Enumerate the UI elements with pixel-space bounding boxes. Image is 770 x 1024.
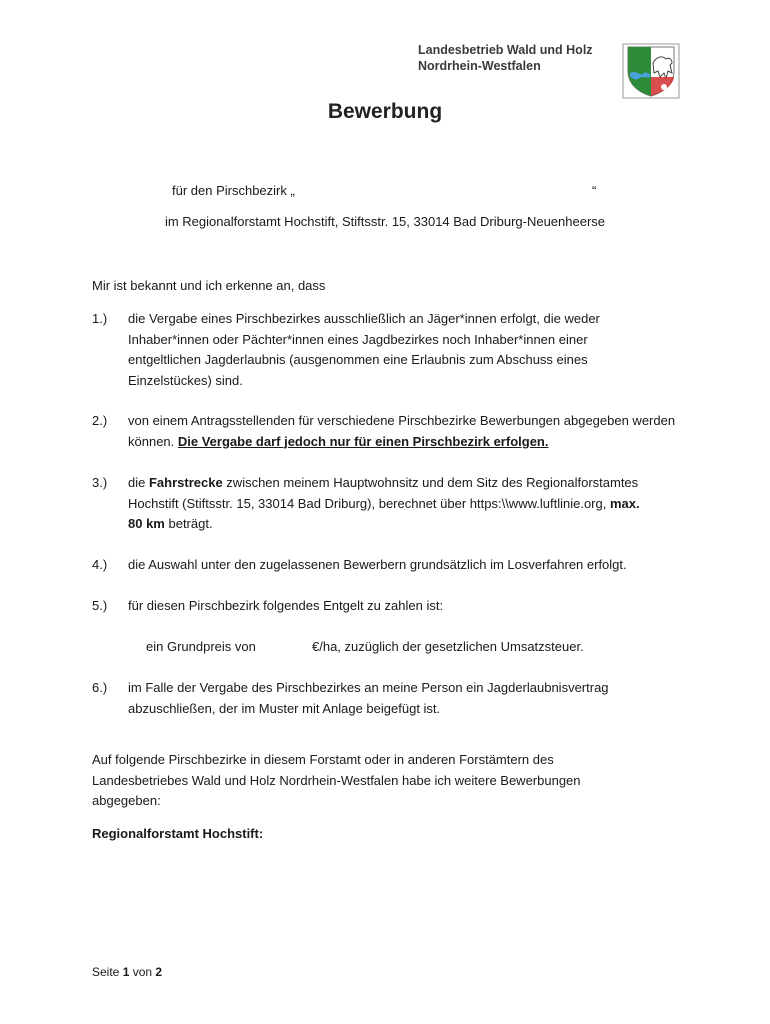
district-prefix: für den Pirschbezirk „ xyxy=(172,183,295,198)
item-text: die Auswahl unter den zugelassenen Bewerbern grundsätzlich im Losverfahren erfolgt. xyxy=(128,557,627,572)
item-emphasis: Die Vergabe darf jedoch nur für einen Pirschbezirk erfolgen. xyxy=(177,433,549,449)
item-number: 2.) xyxy=(92,413,108,428)
office-line: im Regionalforstamt Hochstift, Stiftsstr. 15, 33014 Bad Driburg-Neuenheerse xyxy=(164,214,606,229)
closing-text: Auf folgende Pirschbezirke in diesem Forstamt oder in anderen Forstämtern des Landesbetriebes Wald und Holz Nordrhein-Westfalen habe ich weitere Bewerbungen abgegeben: xyxy=(92,752,581,808)
org-line-2: Nordrhein-Westfalen xyxy=(418,59,541,73)
section-heading: Regionalforstamt Hochstift: xyxy=(92,826,264,841)
item-text-part: die xyxy=(128,475,149,490)
footer-total: 2 xyxy=(155,965,163,979)
organization-name xyxy=(418,42,593,74)
footer-middle: von xyxy=(129,965,156,979)
item-text-part: von einem Antragsstellenden für verschiedene Pirschbezirke Bewerbungen abgegeben werden können. xyxy=(128,413,676,449)
footer-current: 1 xyxy=(122,965,130,979)
page-number xyxy=(92,965,162,979)
item-text: für diesen Pirschbezirk folgendes Entgelt zu zahlen ist: xyxy=(128,598,444,613)
district-suffix: “ xyxy=(592,183,597,198)
footer-prefix: Seite xyxy=(92,965,123,979)
item-text: die Vergabe eines Pirschbezirkes ausschließlich an Jäger*innen erfolgt, die weder Inhaber*innen oder Pächter*innen eines Jagdbezirkes noch Inhaber*innen einer entgeltlichen Jagderlaubnis (ausgenommen eine Erlaubnis zum Abschuss eines Einzelstückes) sind. xyxy=(128,311,600,388)
price-suffix: €/ha, zuzüglich der gesetzlichen Umsatzsteuer. xyxy=(312,639,584,654)
item-emphasis: Fahrstrecke xyxy=(148,475,223,490)
item-text xyxy=(128,411,688,452)
item-number: 5.) xyxy=(92,598,108,613)
price-label: ein Grundpreis von xyxy=(146,639,256,654)
page-title: Bewerbung xyxy=(327,100,443,123)
item-number: 3.) xyxy=(92,475,108,490)
intro-text: Mir ist bekannt und ich erkenne an, dass xyxy=(92,278,326,293)
item-number: 1.) xyxy=(92,311,108,326)
item-number: 6.) xyxy=(92,680,108,695)
item-number: 4.) xyxy=(92,557,108,572)
item-text-part: beträgt. xyxy=(164,516,213,531)
item-emphasis: max. 80 km xyxy=(128,495,640,531)
org-line-1: Landesbetrieb Wald und Holz xyxy=(418,43,593,57)
item-text-part: zwischen meinem Hauptwohnsitz und dem Sitz des Regionalforstamtes Hochstift (Stiftsstr. 15, 33014 Bad Driburg), berechnet über https:\\www.luftlinie.org, xyxy=(128,475,639,511)
nrw-coat-of-arms-icon xyxy=(622,43,680,99)
item-text xyxy=(128,473,648,535)
item-text: im Falle der Vergabe des Pirschbezirkes an meine Person ein Jagderlaubnisvertrag abzuschließen, der im Muster mit Anlage beigefügt ist. xyxy=(128,680,609,716)
